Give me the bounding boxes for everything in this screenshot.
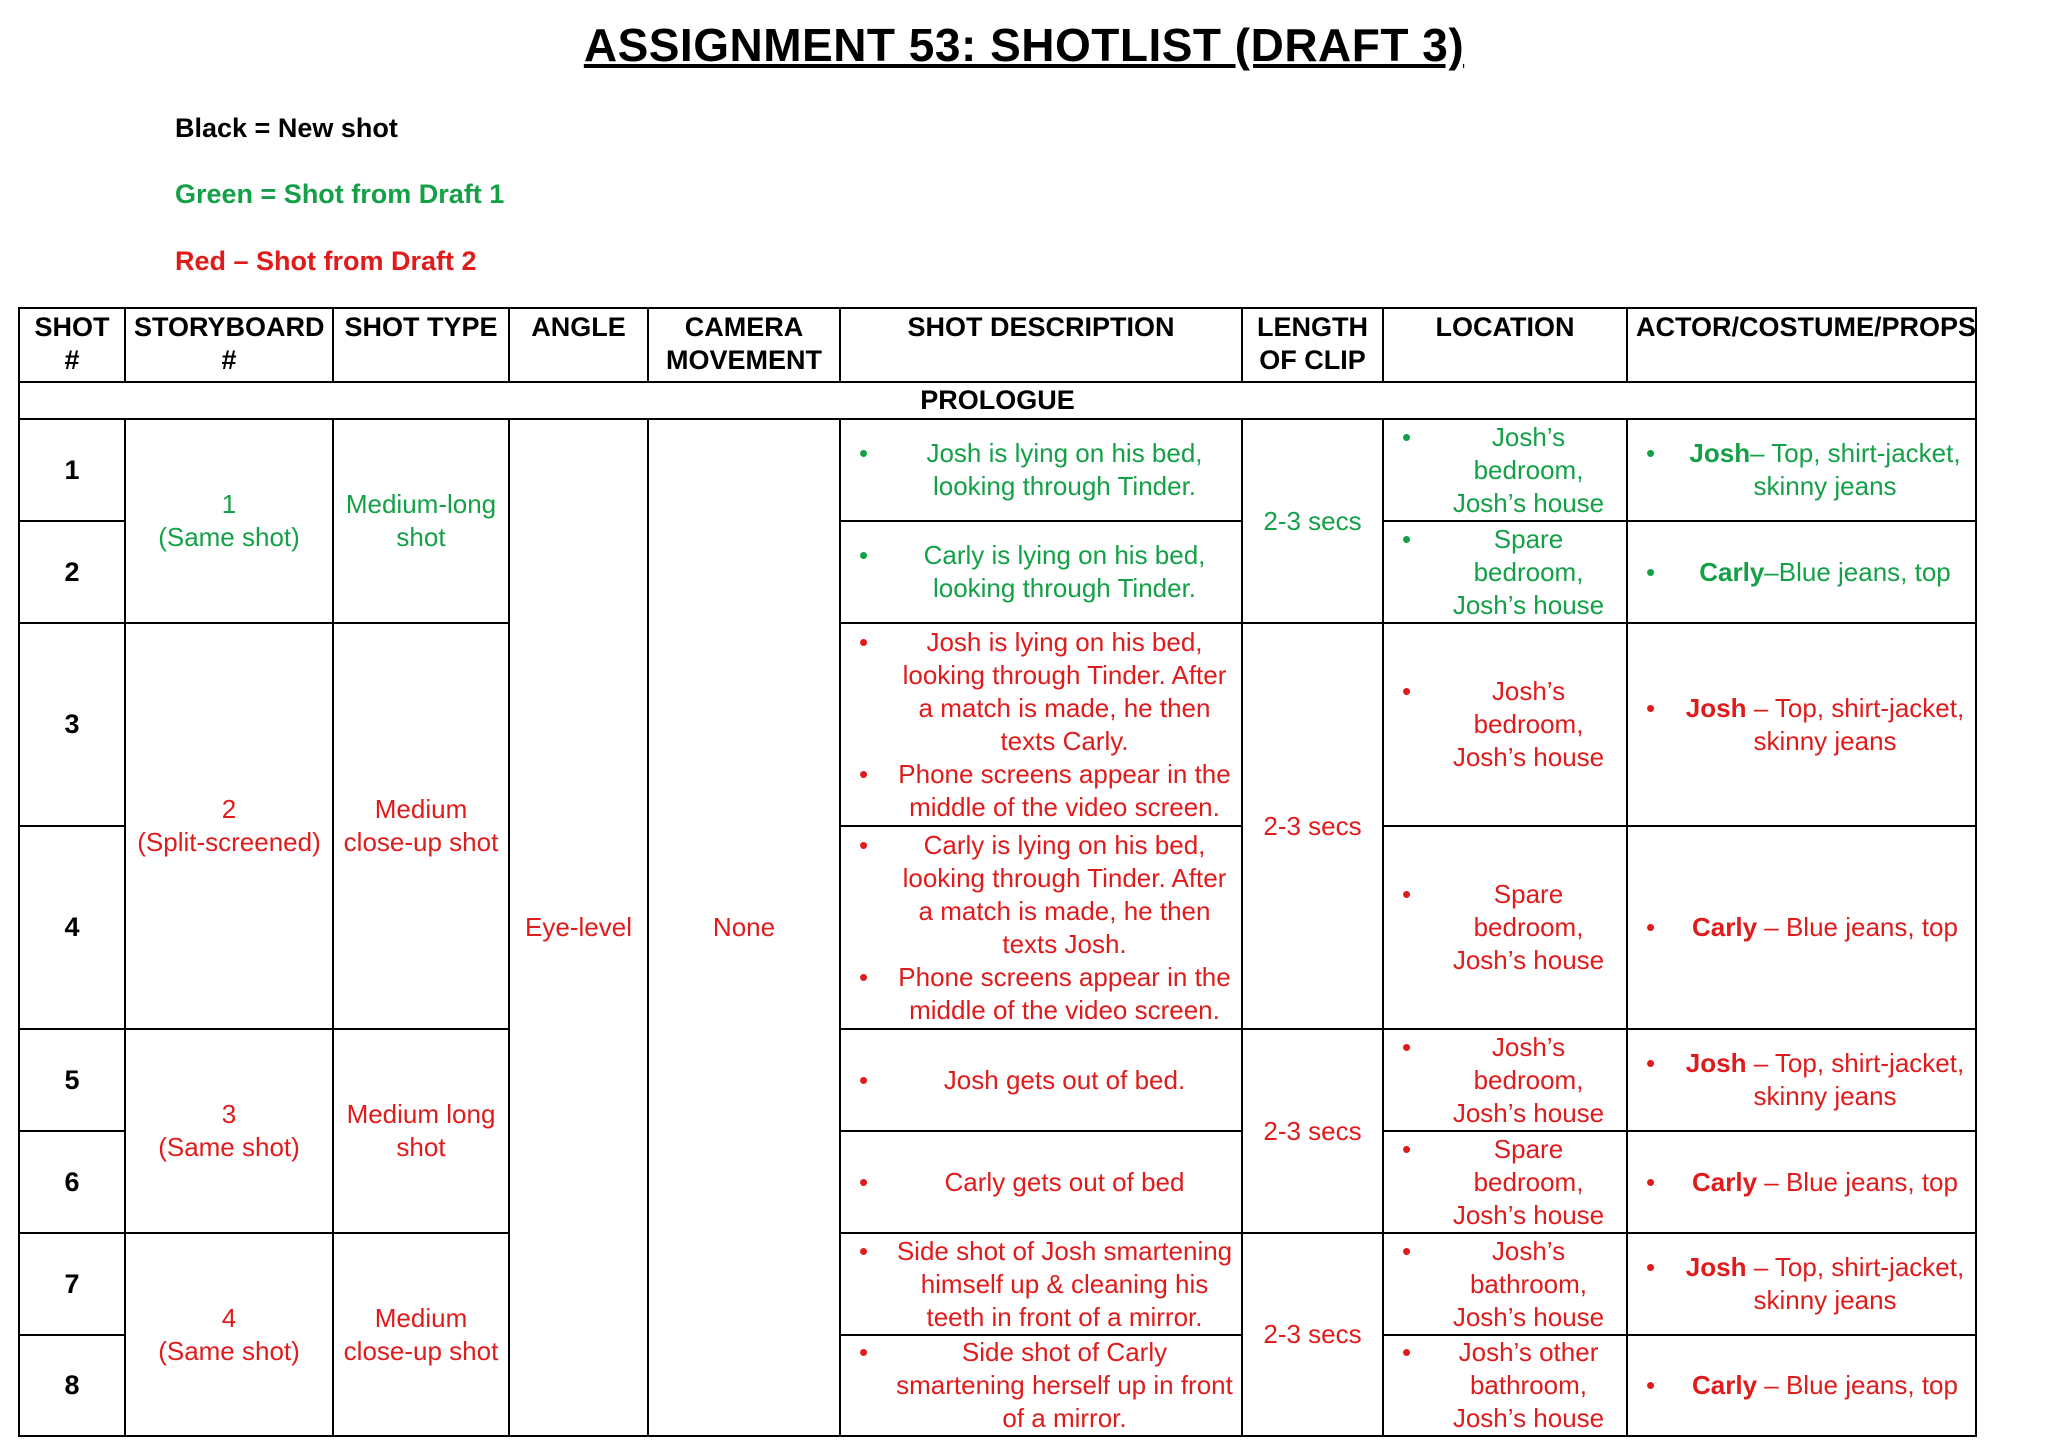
- legend-black: Black = New shot: [175, 113, 398, 143]
- list-item: • Spare bedroom, Josh’s house: [1439, 878, 1618, 977]
- shot-number: 6: [19, 1131, 125, 1233]
- list-item: • Josh’s bedroom, Josh’s house: [1439, 675, 1618, 774]
- actor-cell: [1627, 1131, 1976, 1233]
- header-actor: ACTOR/COSTUME/PROPS: [1627, 308, 1976, 382]
- table-row: [19, 1029, 1976, 1131]
- header-length: LENGTH OF CLIP: [1242, 308, 1383, 382]
- shot-number: 7: [19, 1233, 125, 1335]
- camera-cell: None: [648, 419, 840, 1436]
- table-row: [19, 623, 1976, 826]
- list-item: • Side shot of Josh smartening himself up & cleaning his teeth in front of a mirror.: [896, 1235, 1233, 1334]
- list-item: • Spare bedroom, Josh’s house: [1439, 523, 1618, 622]
- angle-cell: Eye-level: [509, 419, 648, 1436]
- header-camera: CAMERA MOVEMENT: [648, 308, 840, 382]
- header-description: SHOT DESCRIPTION: [840, 308, 1242, 382]
- shot-type-cell: Medium long shot: [333, 1029, 509, 1233]
- header-shot-type: SHOT TYPE: [333, 308, 509, 382]
- description-cell: [840, 1029, 1242, 1131]
- header-row: [19, 308, 1976, 382]
- list-item: • Josh’s bedroom, Josh’s house: [1439, 421, 1618, 520]
- shot-type-cell: Medium-long shot: [333, 419, 509, 623]
- list-item: • Carly is lying on his bed, looking through Tinder.: [896, 539, 1233, 605]
- actor-cell: [1627, 1335, 1976, 1436]
- location-cell: [1383, 1029, 1627, 1131]
- shot-number: 4: [19, 826, 125, 1029]
- location-cell: [1383, 419, 1627, 521]
- storyboard-cell: 1 (Same shot): [125, 419, 333, 623]
- storyboard-cell: 2 (Split-screened): [125, 623, 333, 1029]
- list-item: • Side shot of Carly smartening herself up in front of a mirror.: [896, 1336, 1233, 1435]
- list-item: • Carly is lying on his bed, looking through Tinder. After a match is made, he then texts Josh.: [896, 829, 1233, 961]
- shot-number: 5: [19, 1029, 125, 1131]
- header-location: LOCATION: [1383, 308, 1627, 382]
- description-cell: [840, 1233, 1242, 1335]
- description-cell: [840, 826, 1242, 1029]
- shot-number: 1: [19, 419, 125, 521]
- table-row: [19, 1233, 1976, 1335]
- location-cell: [1383, 623, 1627, 826]
- actor-cell: [1627, 1233, 1976, 1335]
- storyboard-cell: 4 (Same shot): [125, 1233, 333, 1436]
- actor-cell: [1627, 1029, 1976, 1131]
- actor-cell: [1627, 419, 1976, 521]
- shot-number: 8: [19, 1335, 125, 1436]
- legend-red: Red – Shot from Draft 2: [175, 246, 477, 276]
- location-cell: [1383, 1233, 1627, 1335]
- list-item: • Josh’s other bathroom, Josh’s house: [1439, 1336, 1618, 1435]
- header-storyboard: STORYBOARD #: [125, 308, 333, 382]
- list-item: • Carly – Blue jeans, top: [1683, 1166, 1967, 1199]
- section-label: PROLOGUE: [19, 382, 1976, 419]
- length-cell: 2-3 secs: [1242, 1233, 1383, 1436]
- description-cell: [840, 623, 1242, 826]
- list-item: • Josh– Top, shirt-jacket, skinny jeans: [1683, 437, 1967, 503]
- section-row: [19, 382, 1976, 419]
- shot-type-cell: Medium close-up shot: [333, 623, 509, 1029]
- description-cell: [840, 521, 1242, 623]
- header-shot: SHOT #: [19, 308, 125, 382]
- list-item: • Josh gets out of bed.: [896, 1064, 1233, 1097]
- list-item: • Josh – Top, shirt-jacket, skinny jeans: [1683, 692, 1967, 758]
- list-item: • Carly gets out of bed: [896, 1166, 1233, 1199]
- description-cell: [840, 1131, 1242, 1233]
- length-cell: 2-3 secs: [1242, 1029, 1383, 1233]
- actor-cell: [1627, 521, 1976, 623]
- list-item: • Josh – Top, shirt-jacket, skinny jeans: [1683, 1251, 1967, 1317]
- shotlist-table: [18, 307, 1977, 1437]
- list-item: • Josh’s bathroom, Josh’s house: [1439, 1235, 1618, 1334]
- shot-type-cell: Medium close-up shot: [333, 1233, 509, 1436]
- list-item: • Phone screens appear in the middle of the video screen.: [896, 961, 1233, 1027]
- list-item: • Josh’s bedroom, Josh’s house: [1439, 1031, 1618, 1130]
- table-row: [19, 419, 1976, 521]
- list-item: • Josh is lying on his bed, looking through Tinder. After a match is made, he then texts Carly.: [896, 626, 1233, 758]
- location-cell: [1383, 1131, 1627, 1233]
- actor-cell: [1627, 826, 1976, 1029]
- description-cell: [840, 1335, 1242, 1436]
- location-cell: [1383, 521, 1627, 623]
- length-cell: 2-3 secs: [1242, 623, 1383, 1029]
- list-item: • Carly – Blue jeans, top: [1683, 911, 1967, 944]
- storyboard-cell: 3 (Same shot): [125, 1029, 333, 1233]
- shot-number: 2: [19, 521, 125, 623]
- page-title: ASSIGNMENT 53: SHOTLIST (DRAFT 3): [583, 19, 1465, 71]
- list-item: • Carly–Blue jeans, top: [1683, 556, 1967, 589]
- list-item: • Josh – Top, shirt-jacket, skinny jeans: [1683, 1047, 1967, 1113]
- shot-number: 3: [19, 623, 125, 826]
- header-angle: ANGLE: [509, 308, 648, 382]
- list-item: • Phone screens appear in the middle of the video screen.: [896, 758, 1233, 824]
- list-item: • Carly – Blue jeans, top: [1683, 1369, 1967, 1402]
- location-cell: [1383, 1335, 1627, 1436]
- list-item: • Josh is lying on his bed, looking through Tinder.: [896, 437, 1233, 503]
- length-cell: 2-3 secs: [1242, 419, 1383, 623]
- legend-green: Green = Shot from Draft 1: [175, 179, 505, 209]
- location-cell: [1383, 826, 1627, 1029]
- list-item: • Spare bedroom, Josh’s house: [1439, 1133, 1618, 1232]
- actor-cell: [1627, 623, 1976, 826]
- description-cell: [840, 419, 1242, 521]
